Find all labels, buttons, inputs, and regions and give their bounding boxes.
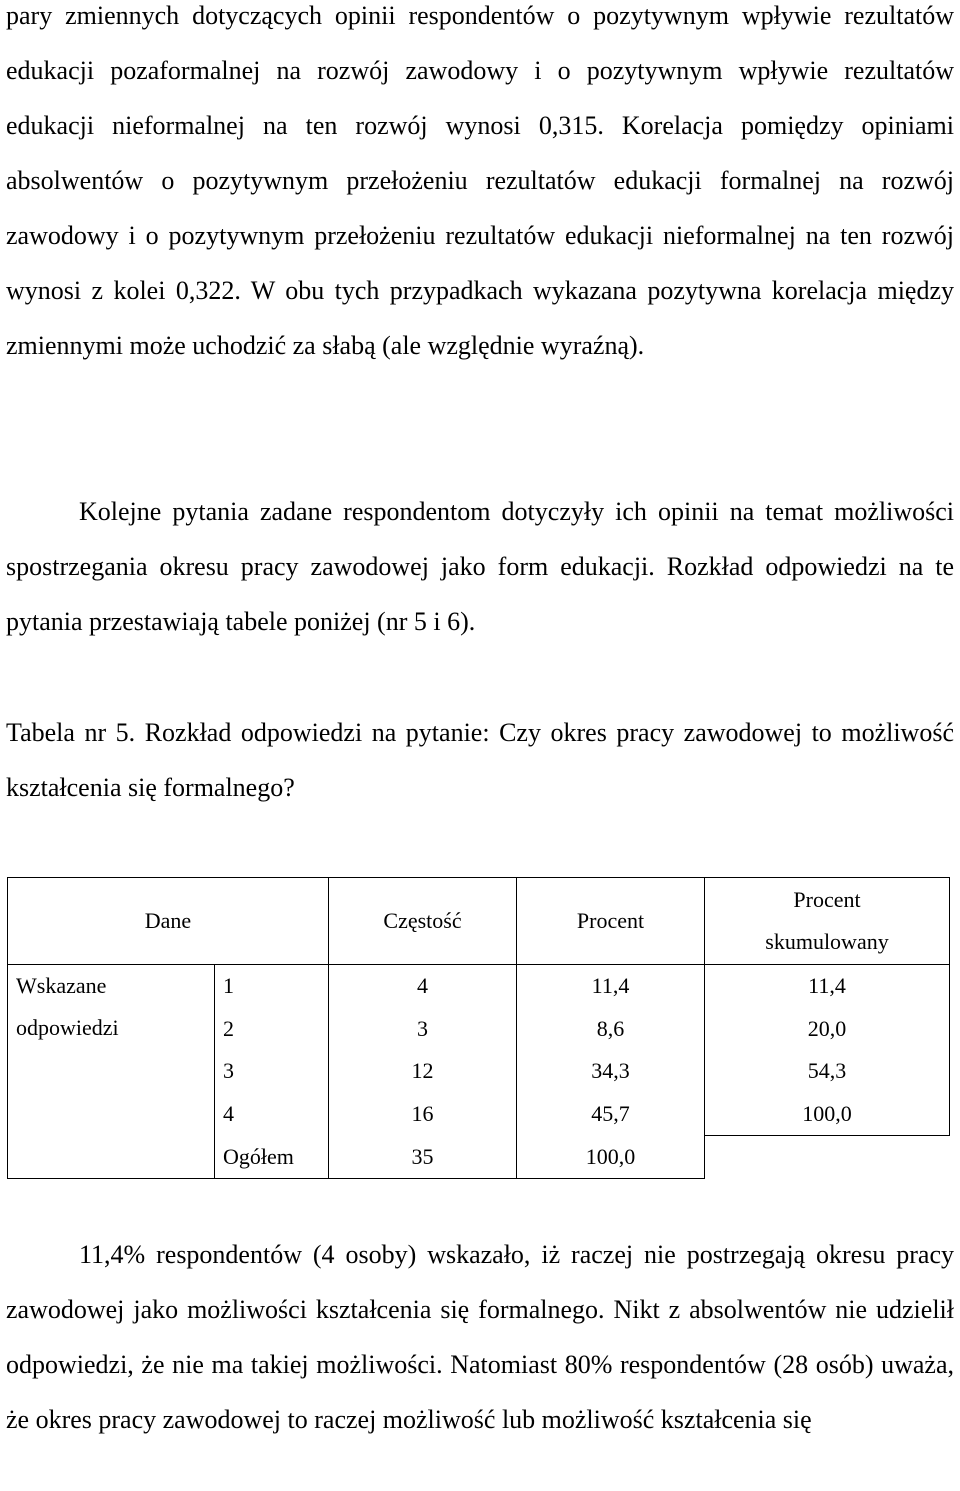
paragraph-correlation: pary zmiennych dotyczących opinii respondentów o pozytywnym wpływie rezultatów edukacji pozaformalnej na rozwój zawodowy i o pozytywnym wpływie rezultatów edukacji nieformalnej na ten rozwój wynosi 0,315. Korelacja pomiędzy opiniami absolwentów o pozytywnym przełożeniu rezultatów edukacji formalnej na rozwój zawodowy i o pozytywnym przełożeniu rezultatów edukacji nieformalnej na ten rozwój wynosi z kolei 0,322. W obu tych przypadkach wykazana pozytywna korelacja między zmiennymi może uchodzić za słabą (ale względnie wyraźną). <box>6 1 954 360</box>
table-caption: Tabela nr 5. Rozkład odpowiedzi na pytanie: Czy okres pracy zawodowej to możliwość kształcenia się formalnego? <box>6 718 954 802</box>
row-frequency: 3 <box>329 1008 517 1051</box>
row-percent: 8,6 <box>517 1008 705 1051</box>
paragraph-questions-intro: Kolejne pytania zadane respondentom dotyczyły ich opinii na temat możliwości spostrzegania okresu pracy zawodowej jako form edukacji. Rozkład odpowiedzi na te pytania przestawiają tabele poniżej (nr 5 i 6). <box>6 497 954 636</box>
row-percent: 11,4 <box>517 965 705 1008</box>
header-procent-skumulowany: Procent skumulowany <box>705 878 950 965</box>
row-frequency: 12 <box>329 1050 517 1093</box>
header-procent: Procent <box>517 878 705 965</box>
total-cumulative-empty <box>705 1136 950 1179</box>
row-cumulative: 11,4 <box>705 965 950 1008</box>
total-label: Ogółem <box>215 1136 329 1179</box>
table-header-row <box>8 878 950 965</box>
row-category: 1 <box>215 965 329 1008</box>
frequency-table <box>7 877 950 1179</box>
row-frequency: 4 <box>329 965 517 1008</box>
row-category: 3 <box>215 1050 329 1093</box>
header-czestosc: Częstość <box>329 878 517 965</box>
row-cumulative: 20,0 <box>705 1008 950 1051</box>
row-percent: 45,7 <box>517 1093 705 1136</box>
total-frequency: 35 <box>329 1136 517 1179</box>
row-category: 4 <box>215 1093 329 1136</box>
header-dane: Dane <box>8 878 329 965</box>
row-category: 2 <box>215 1008 329 1051</box>
row-cumulative: 100,0 <box>705 1093 950 1136</box>
table-row <box>8 965 950 1008</box>
group-label-wskazane-odpowiedzi: Wskazane odpowiedzi <box>8 965 215 1179</box>
paragraph-results: 11,4% respondentów (4 osoby) wskazało, iż raczej nie postrzegają okresu pracy zawodowej jako możliwości kształcenia się formalnego. Nikt z absolwentów nie udzielił odpowiedzi, że nie ma takiej możliwości. Natomiast 80% respondentów (28 osób) uważa, że okres pracy zawodowej to raczej możliwość lub możliwość kształcenia się <box>6 1240 954 1434</box>
row-percent: 34,3 <box>517 1050 705 1093</box>
row-frequency: 16 <box>329 1093 517 1136</box>
total-percent: 100,0 <box>517 1136 705 1179</box>
row-cumulative: 54,3 <box>705 1050 950 1093</box>
